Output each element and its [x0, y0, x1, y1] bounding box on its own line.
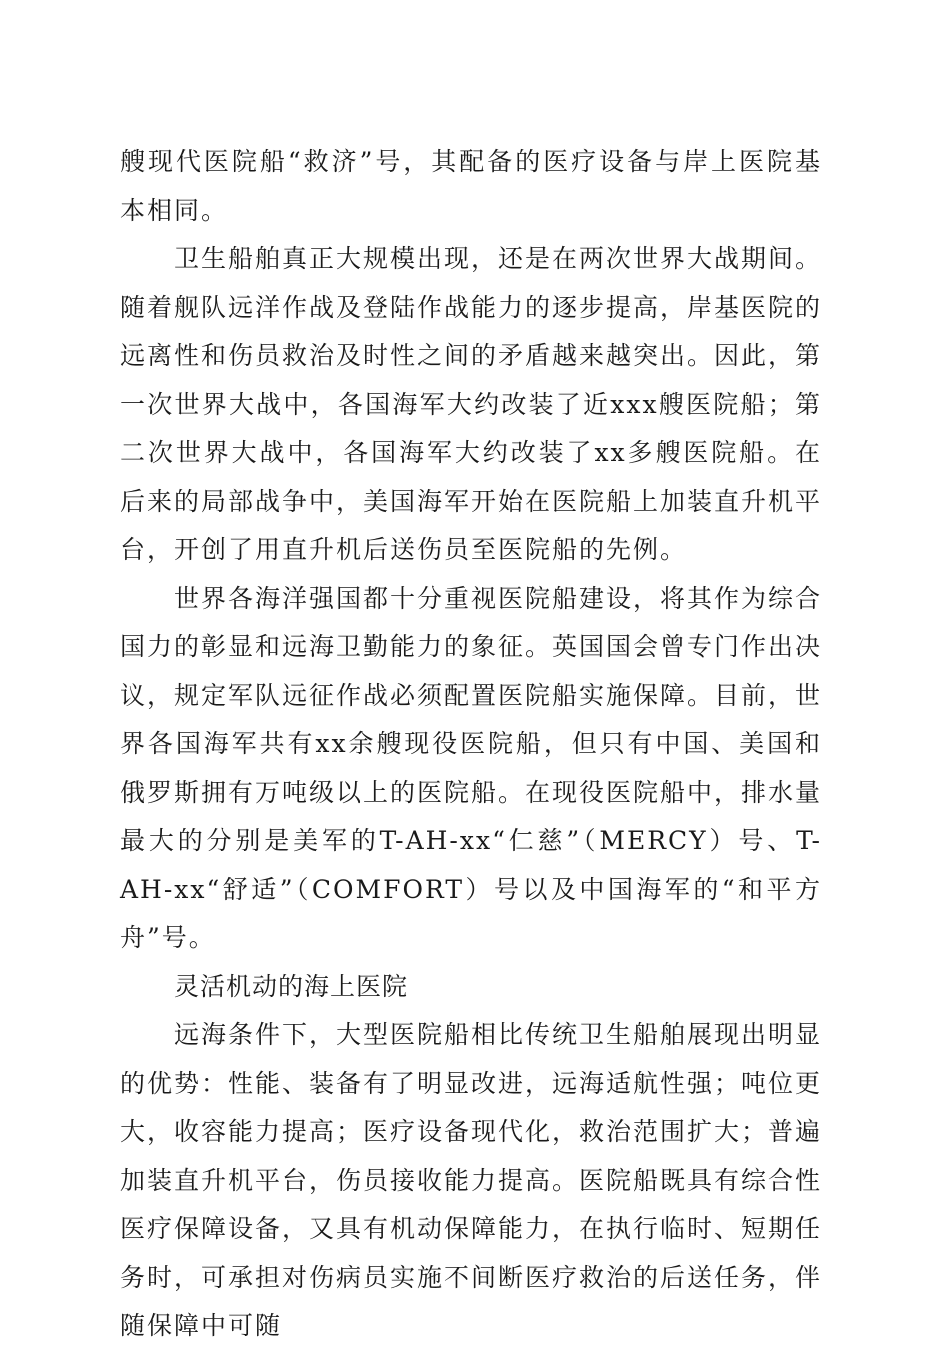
- paragraph-naval-powers: 世界各海洋强国都十分重视医院船建设，将其作为综合国力的彰显和远海卫勤能力的象征。英国国会曾专门作出决议，规定军队远征作战必须配置医院船实施保障。目前，世界各国海军共有xx余艘现役医院船，但只有中国、美国和俄罗斯拥有万吨级以上的医院船。在现役医院船中，排水量最大的分别是美军的T-AH-xx“仁慈”（MERCY）号、T-AH-xx“舒适”（COMFORT）号以及中国海军的“和平方舟”号。: [120, 583, 823, 952]
- paragraph-advantages: 远海条件下，大型医院船相比传统卫生船舶展现出明显的优势：性能、装备有了明显改进，远海适航性强；吨位更大，收容能力提高；医疗设备现代化，救治范围扩大；普遍加装直升机平台，伤员接收能力提高。医院船既具有综合性医疗保障设备，又具有机动保障能力，在执行临时、短期任务时，可承担对伤病员实施不间断医疗救治的后送任务，伴随保障中可随: [120, 1020, 823, 1340]
- section-heading: 灵活机动的海上医院: [174, 971, 409, 1001]
- paragraph-world-wars: 卫生船舶真正大规模出现，还是在两次世界大战期间。随着舰队远洋作战及登陆作战能力的逐步提高，岸基医院的远离性和伤员救治及时性之间的矛盾越来越突出。因此，第一次世界大战中，各国海军大约改装了近xxx艘医院船；第二次世界大战中，各国海军大约改装了xx多艘医院船。在后来的局部战争中，美国海军开始在医院船上加装直升机平台，开创了用直升机后送伤员至医院船的先例。: [120, 244, 823, 564]
- paragraph-continuation: 艘现代医院船“救济”号，其配备的医疗设备与岸上医院基本相同。: [120, 147, 822, 225]
- document-body: [120, 138, 822, 1351]
